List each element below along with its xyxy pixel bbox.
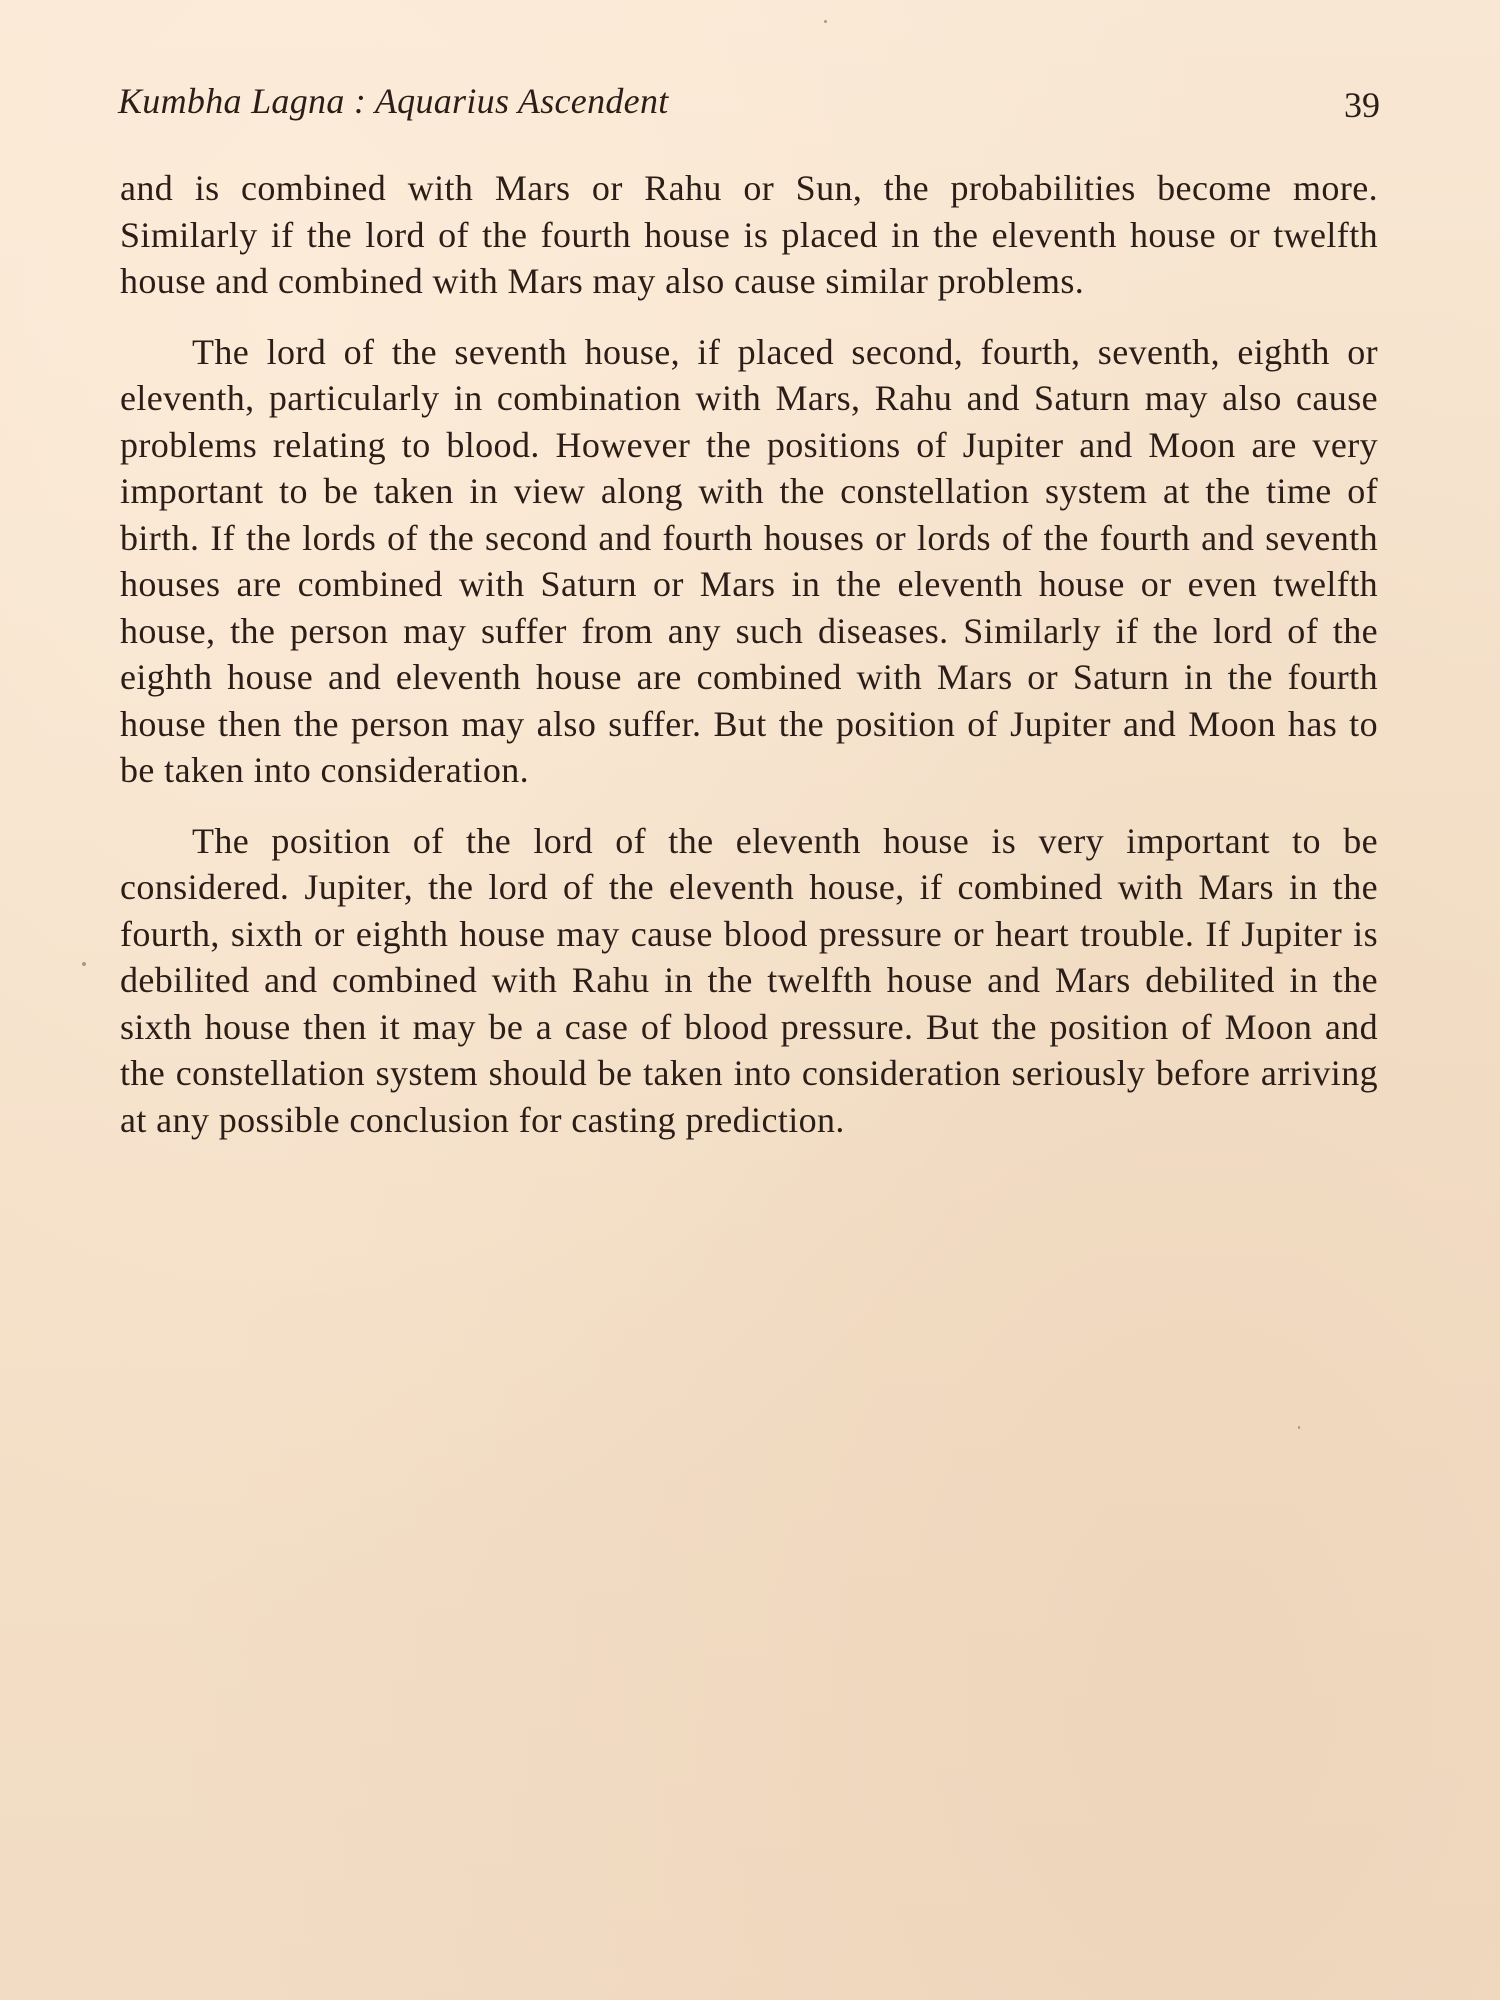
- paragraph-continuation: and is combined with Mars or Rahu or Sun, the probabilities become more. Similarly if the lord of the fourth house is placed in the eleventh house or twelfth house and combined with Mars may also cause similar problems.: [120, 168, 1378, 301]
- running-head: [118, 80, 1380, 130]
- paper-speck: [1298, 1426, 1300, 1429]
- paper-speck: [82, 962, 86, 966]
- running-title: Kumbha Lagna : Aquarius Ascendent: [118, 81, 669, 121]
- body-text: [120, 165, 1378, 1167]
- paragraph-seventh-lord: The lord of the seventh house, if placed second, fourth, seventh, eighth or eleventh, particularly in combination with Mars, Rahu and Saturn may also cause problems relating to blood. However the positions of Jupiter and Moon are very important to be taken in view along with the constellation system at the time of birth. If the lords of the second and fourth houses or lords of the fourth and seventh houses are combined with Saturn or Mars in the eleventh house or even twelfth house, the person may suffer from any such diseases. Similarly if the lord of the eighth house and eleventh house are combined with Mars or Saturn in the fourth house then the person may also suffer. But the position of Jupiter and Moon has to be taken into consideration.: [120, 331, 1378, 790]
- paragraph-eleventh-lord: The position of the lord of the eleventh house is very important to be considered. Jupiter, the lord of the eleventh house, if combined with Mars in the fourth, sixth or eighth house may cause blood pressure or heart trouble. If Jupiter is debilited and combined with Rahu in the twelfth house and Mars debilited in the sixth house then it may be a case of blood pressure. But the position of Moon and the constellation system should be taken into consideration seriously before arriving at any possible conclusion for casting prediction.: [120, 820, 1378, 1140]
- page-number: 39: [1344, 85, 1380, 125]
- paper-speck: [824, 20, 827, 23]
